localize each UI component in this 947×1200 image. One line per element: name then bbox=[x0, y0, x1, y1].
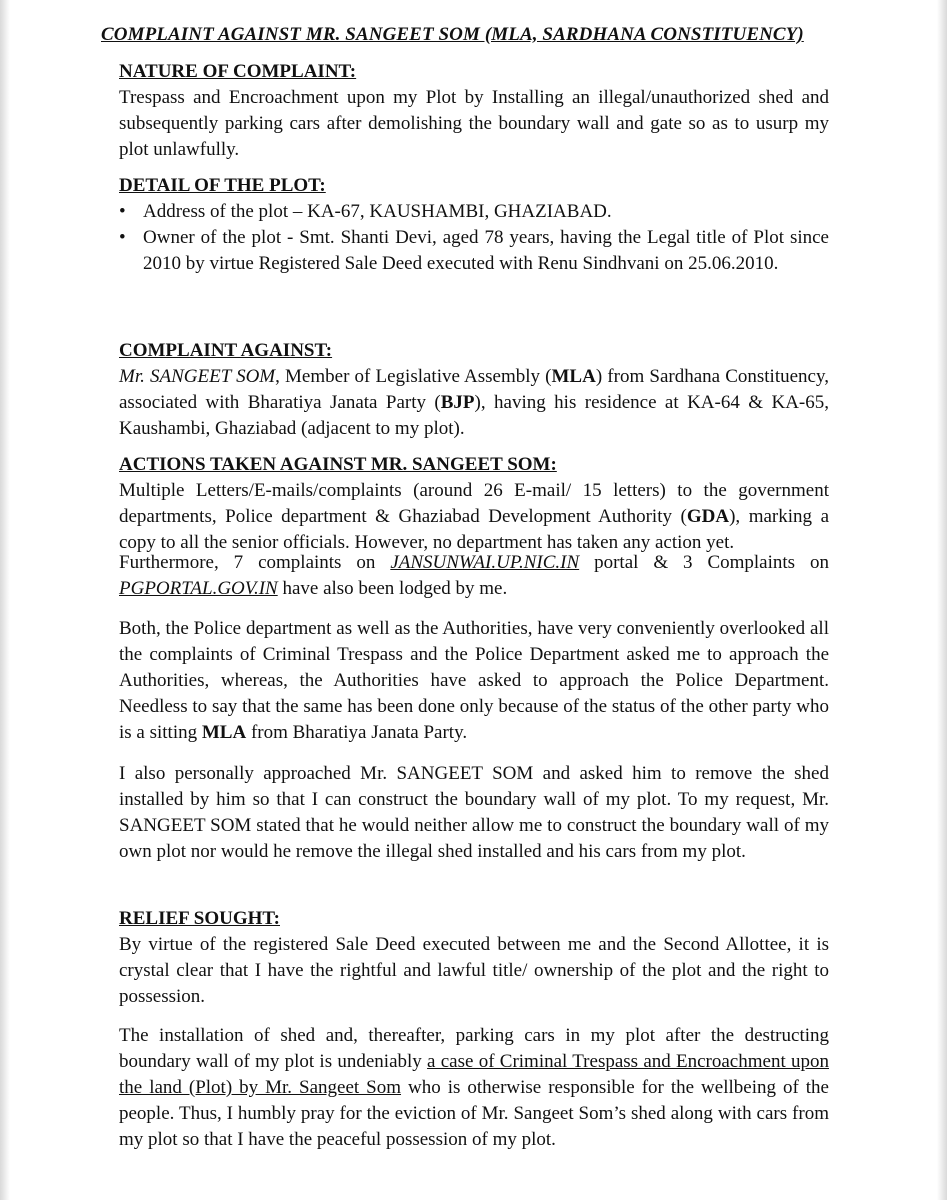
actions-para-3-wrap bbox=[119, 616, 829, 746]
against-mla: MLA bbox=[551, 366, 596, 387]
page-edge-left bbox=[0, 0, 10, 1200]
relief-para-2-wrap bbox=[119, 1023, 829, 1153]
actions-p1-text-b: ), marking a copy to all the senior officials. However, no department has taken any action yet. bbox=[119, 506, 830, 553]
plot-list bbox=[119, 199, 829, 277]
actions-p3-mla: MLA bbox=[201, 722, 247, 743]
relief-heading: RELIEF SOUGHT: bbox=[119, 908, 280, 929]
plot-item-owner: • Owner of the plot - Smt. Shanti Devi, aged 78 years, having the Legal title of Plot since 2010 by virtue Registered Sale Deed executed with Renu Sindhvani on 25.06.2010. bbox=[119, 225, 829, 277]
actions-para-1 bbox=[119, 478, 829, 556]
against-text-1: , Member of Legislative Assembly ( bbox=[275, 366, 552, 387]
nature-heading: NATURE OF COMPLAINT: bbox=[119, 61, 357, 82]
relief-para-2 bbox=[119, 1023, 829, 1153]
plot-item-address: • Address of the plot – KA-67, KAUSHAMBI, GHAZIABAD. bbox=[119, 199, 829, 225]
section-relief bbox=[119, 906, 829, 1010]
nature-text: Trespass and Encroachment upon my Plot by Installing an illegal/unauthorized shed and subsequently parking cars after demolishing the boundary wall and gate so as to usurp my plot unlawfully. bbox=[119, 87, 829, 160]
relief-p2-text-b: who is otherwise responsible for the wellbeing of the people. Thus, I humbly pray for the eviction of Mr. Sangeet Som’s shed along with cars from my plot so that I have the peaceful possession of my plot. bbox=[119, 1077, 829, 1150]
page-edge-right bbox=[937, 0, 947, 1200]
actions-para-2 bbox=[119, 550, 829, 602]
against-text-3: ), having his residence at KA-64 & KA-65, Kaushambi, Ghaziabad (adjacent to my plot). bbox=[119, 392, 829, 439]
relief-p2-text-a: The installation of shed and, thereafter, parking cars in my plot after the destructing boundary wall of my plot is undeniably bbox=[119, 1025, 829, 1072]
actions-para-3 bbox=[119, 616, 829, 746]
section-nature bbox=[119, 59, 829, 163]
pgportal-link[interactable]: PGPORTAL.GOV.IN bbox=[119, 578, 278, 599]
actions-p2-text-a: Furthermore, 7 complaints on bbox=[119, 552, 391, 573]
actions-p2-text-c: have also been lodged by me. bbox=[277, 578, 508, 599]
section-against bbox=[119, 338, 829, 442]
plot-heading: DETAIL OF THE PLOT: bbox=[119, 175, 326, 196]
actions-para-4-wrap bbox=[119, 761, 829, 865]
section-actions bbox=[119, 452, 829, 556]
document-title: COMPLAINT AGAINST MR. SANGEET SOM (MLA, SARDHANA CONSTITUENCY) bbox=[101, 24, 804, 45]
actions-p2-text-b: portal & 3 Complaints on bbox=[579, 552, 829, 573]
against-text-2: ) from Sardhana Constituency, associated with Bharatiya Janata Party ( bbox=[119, 366, 829, 413]
actions-p1-text-a: Multiple Letters/E-mails/complaints (around 26 E-mail/ 15 letters) to the government departments, Police department & Ghaziabad Development Authority ( bbox=[119, 480, 829, 527]
against-bjp: BJP bbox=[440, 392, 475, 413]
relief-p2-underlined: a case of Criminal Trespass and Encroachment upon the land (Plot) by Mr. Sangeet Som bbox=[119, 1051, 829, 1098]
jansunwai-link[interactable]: JANSUNWAI.UP.NIC.IN bbox=[390, 552, 580, 573]
section-plot bbox=[119, 173, 829, 277]
actions-p3-text-a: Both, the Police department as well as the Authorities, have very conveniently overlooked all the complaints of Criminal Trespass and the Police Department asked me to approach the Authorities, whereas, the Authorities have asked to approach the Police Department. Needless to say that the same has been done only because of the status of the other party who is a sitting bbox=[119, 618, 829, 743]
actions-heading: ACTIONS TAKEN AGAINST MR. SANGEET SOM: bbox=[119, 454, 557, 475]
relief-para-1: By virtue of the registered Sale Deed executed between me and the Second Allottee, it is crystal clear that I have the rightful and lawful title/ ownership of the plot and the right to possession. bbox=[119, 934, 829, 1007]
against-text bbox=[119, 364, 829, 442]
actions-para-4: I also personally approached Mr. SANGEET SOM and asked him to remove the shed installed by him so that I can construct the boundary wall of my plot. To my request, Mr. SANGEET SOM stated that he would neither allow me to construct the boundary wall of my own plot nor would he remove the illegal shed installed and his cars from my plot. bbox=[119, 763, 829, 862]
against-name: Mr. SANGEET SOM bbox=[119, 366, 276, 387]
against-heading: COMPLAINT AGAINST: bbox=[119, 340, 333, 361]
actions-para-2-wrap bbox=[119, 550, 829, 602]
actions-p3-text-b: from Bharatiya Janata Party. bbox=[246, 722, 468, 743]
actions-gda: GDA bbox=[686, 506, 730, 527]
